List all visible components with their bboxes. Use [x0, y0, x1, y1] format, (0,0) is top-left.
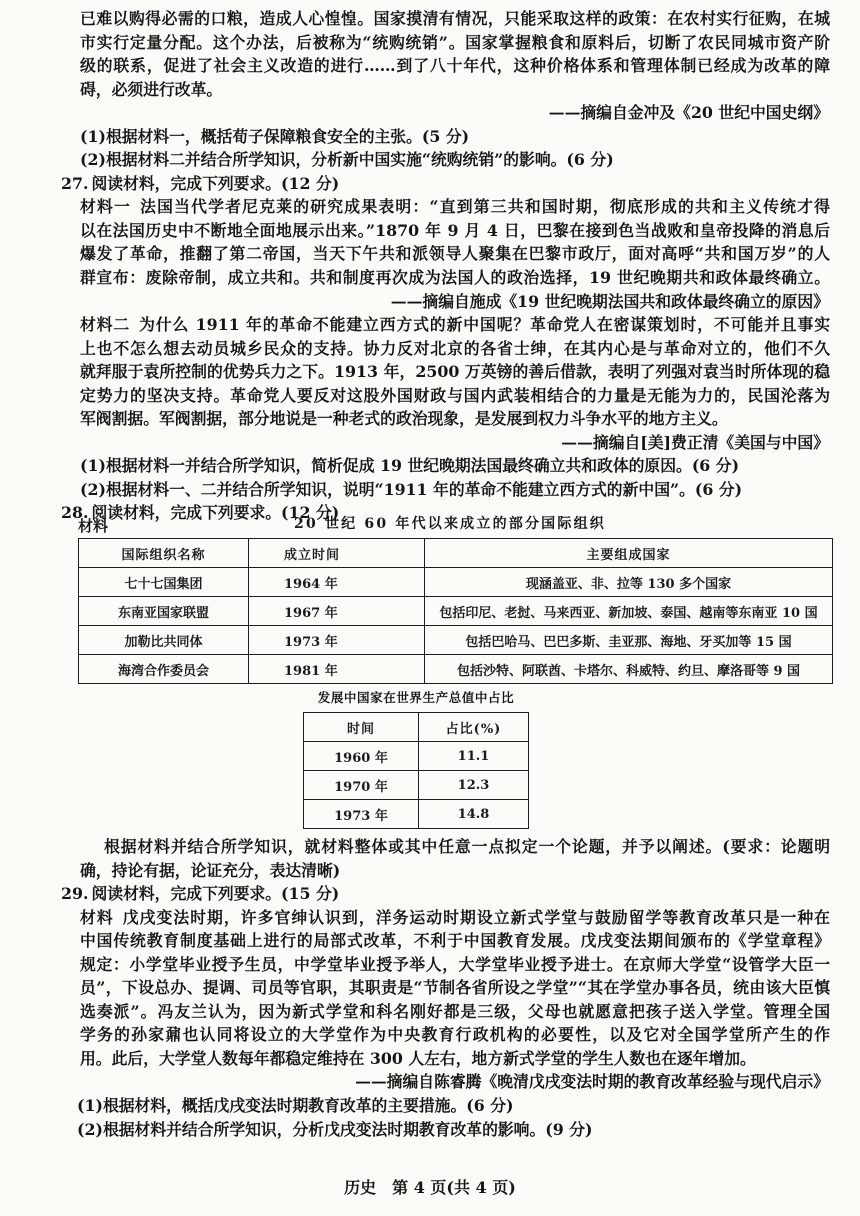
- table-header-cell: 国际组织名称: [79, 539, 249, 568]
- subquestion: (2)根据材料一、二并结合所学知识，说明“1911 年的革命不能建立西方式的新中国”。(6 分): [80, 479, 743, 499]
- passage-line: 市实行定量分配。这个办法，后被称为“统购统销”。国家掌握粮食和原料后，切断了农民同城市资产阶: [80, 32, 830, 52]
- material-line: 中国传统教育制度基础上进行的局部式改革，不利于中国教育发展。戊戌变法期间颁布的《学堂章程》: [80, 931, 830, 951]
- table-row: [79, 626, 833, 655]
- passage-line: 级的联系，促进了社会主义改造的进行……到了八十年代，这种价格体系和管理体制已经成为改革的障: [80, 56, 830, 76]
- material-text: 法国当代学者尼克莱的研究成果表明：“直到第三共和国时期，彻底形成的共和主义传统才得: [140, 197, 830, 217]
- table-cell: 1964 年: [249, 568, 425, 597]
- table-row: [79, 655, 833, 684]
- question-number: 28.: [61, 503, 89, 523]
- material-label: 材料: [78, 517, 109, 535]
- table-header-cell: 占比(%): [419, 713, 529, 742]
- material-line: 员”，下设总办、提调、司员等官职，其职责是“节制各省所设之学堂”“其在学堂办事各员，统由该大臣慎: [80, 978, 830, 998]
- table-1-caption-row: [0, 514, 860, 534]
- source-citation: ——摘编自陈睿腾《晚清戊戌变法时期的教育改革经验与现代启示》: [355, 1072, 829, 1092]
- table-cell: 包括印尼、老挝、马来西亚、新加坡、泰国、越南等东南亚 10 国: [425, 597, 833, 626]
- passage-line: 碍，必须进行改革。: [80, 79, 223, 99]
- table-cell: 1973 年: [304, 800, 419, 829]
- table-cell: 1981 年: [249, 655, 425, 684]
- table-cell: 1973 年: [249, 626, 425, 655]
- question-prompt-line: 确，持论有据，论证充分，表达清晰): [80, 860, 341, 880]
- table-2-title: 发展中国家在世界生产总值中占比: [317, 690, 515, 705]
- table-cell: 1960 年: [304, 742, 419, 771]
- material-line: 选奏派”。冯友兰认为，因为新式学堂和科名刚好都是三级，父母也就愿意把孩子送入学堂。管理全国: [80, 1001, 830, 1021]
- table-header-cell: 时间: [304, 713, 419, 742]
- table-cell: 14.8: [419, 800, 529, 829]
- table-row: [79, 568, 833, 597]
- question-27-heading: [61, 172, 830, 196]
- table-header-row: [79, 539, 833, 568]
- table-header-cell: 主要组成国家: [425, 539, 833, 568]
- table-cell: 海湾合作委员会: [79, 655, 249, 684]
- table-cell: 1967 年: [249, 597, 425, 626]
- table-cell: 东南亚国家联盟: [79, 597, 249, 626]
- material-text: 为什么 1911 年的革命不能建立西方式的新中国呢？革命党人在密谋策划时，不可能并且事实: [139, 315, 830, 335]
- material-text: 戊戌变法时期，许多官绅认识到，洋务运动时期设立新式学堂与鼓励留学等教育改革只是一种在: [122, 907, 830, 927]
- source-citation: ——摘编自[美]费正清《美国与中国》: [561, 432, 829, 452]
- subquestion: (1)根据材料一，概括荀子保障粮食安全的主张。(5 分): [80, 126, 470, 146]
- material-line: 军阀割据。军阀割据，部分地说是一种老式的政治现象，是发展到权力斗争水平的地方主义。: [80, 409, 728, 429]
- material-label: 材料: [80, 907, 114, 927]
- table-header-cell: 成立时间: [249, 539, 425, 568]
- material-label: 材料二: [80, 315, 131, 335]
- material-line: [80, 313, 830, 337]
- table-cell: 七十七国集团: [79, 568, 249, 597]
- table-header-row: [304, 713, 529, 742]
- subquestion: (2)根据材料二并结合所学知识，分析新中国实施“统购统销”的影响。(6 分): [80, 150, 614, 170]
- material-line: 就拜服于袁所控制的优势兵力之下。1913 年，2500 万英镑的善后借款，表明了列强对袁当时所体现的稳: [80, 362, 830, 382]
- gdp-share-table: [303, 712, 529, 829]
- question-29-heading: [61, 882, 830, 906]
- source-citation: ——摘编自施成《19 世纪晚期法国共和政体最终确立的原因》: [390, 291, 829, 311]
- material-line: 学务的孙家鼐也认同将设立的大学堂作为中央教育行政机构的必要性，以及它对全国学堂所产生的作: [80, 1025, 830, 1045]
- question-prompt-line: 根据材料并结合所学知识，就材料整体或其中任意一点拟定一个论题，并予以阐述。(要求：论题明: [104, 837, 830, 856]
- material-label: 材料一: [80, 197, 132, 217]
- question-number: 27.: [61, 173, 89, 193]
- subquestion: (1)根据材料，概括戊戌变法时期教育改革的主要措施。(6 分): [77, 1096, 514, 1116]
- material-line: 爆发了革命，推翻了第二帝国，当天下午共和派领导人聚集在巴黎市政厅，面对高呼“共和国万岁”的人: [80, 244, 830, 264]
- table-cell: 加勒比共同体: [79, 626, 249, 655]
- table-cell: 11.1: [419, 742, 529, 771]
- question-instruction: 阅读材料，完成下列要求。(12 分): [91, 503, 340, 523]
- table-row: [304, 771, 529, 800]
- table-row: [79, 597, 833, 626]
- material-line: 定势力的坚决支持。革命党人要反对这股外国财政与国内武装相结合的力量是无能为力的，民国沦落为: [80, 385, 830, 405]
- material-line: [80, 906, 830, 930]
- material-line: 用。此后，大学堂人数每年都稳定维持在 300 人左右，地方新式学堂的学生人数也在逐年增加。: [80, 1048, 756, 1068]
- upper-text-flow: [0, 7, 860, 525]
- question-instruction: 阅读材料，完成下列要求。(12 分): [91, 173, 340, 193]
- table-cell: 包括巴哈马、巴巴多斯、圭亚那、海地、牙买加等 15 国: [425, 626, 833, 655]
- table-row: [304, 742, 529, 771]
- subquestion: (2)根据材料并结合所学知识，分析戊戌变法时期教育改革的影响。(9 分): [77, 1119, 593, 1139]
- table-cell: 包括沙特、阿联酋、卡塔尔、科威特、约旦、摩洛哥等 9 国: [425, 655, 833, 684]
- table-cell: 12.3: [419, 771, 529, 800]
- passage-line: 已难以购得必需的口粮，造成人心惶惶。国家摸清有情况，只能采取这样的政策：在农村实行征购，在城: [80, 9, 830, 28]
- table-cell: 现涵盖亚、非、拉等 130 多个国家: [425, 568, 833, 597]
- page-footer: 历史 第 4 页(共 4 页): [344, 1178, 516, 1197]
- table-1-title: 20 世纪 60 年代以来成立的部分国际组织: [294, 516, 606, 532]
- material-line: 规定：小学堂毕业授予生员，中学堂毕业授予举人，大学堂毕业授予进士。在京师大学堂“设管学大臣一: [80, 954, 830, 974]
- material-line: [80, 195, 830, 219]
- question-number: 29.: [61, 884, 89, 904]
- material-line: 群宣布：废除帝制，成立共和。共和制度再次成为法国人的政治选择，19 世纪晚期共和政体最终确立。: [80, 268, 830, 288]
- material-line: 以在法国历史中不断地全面地展示出来。”1870 年 9 月 4 日，巴黎在接到色当战败和皇帝投降的消息后: [80, 220, 830, 240]
- question-instruction: 阅读材料，完成下列要求。(15 分): [91, 884, 340, 904]
- table-row: [304, 800, 529, 829]
- international-organizations-table: [78, 538, 833, 684]
- material-line: 上也不怎么想去动员城乡民众的支持。协力反对北京的各省士绅，在其内心是与革命对立的，他们不久: [80, 338, 830, 358]
- table-cell: 1970 年: [304, 771, 419, 800]
- subquestion: (1)根据材料一并结合所学知识，简析促成 19 世纪晚期法国最终确立共和政体的原因。(6 分): [80, 456, 740, 476]
- source-citation: ——摘编自金冲及《20 世纪中国史纲》: [548, 103, 829, 123]
- lower-text-flow: [0, 835, 860, 1141]
